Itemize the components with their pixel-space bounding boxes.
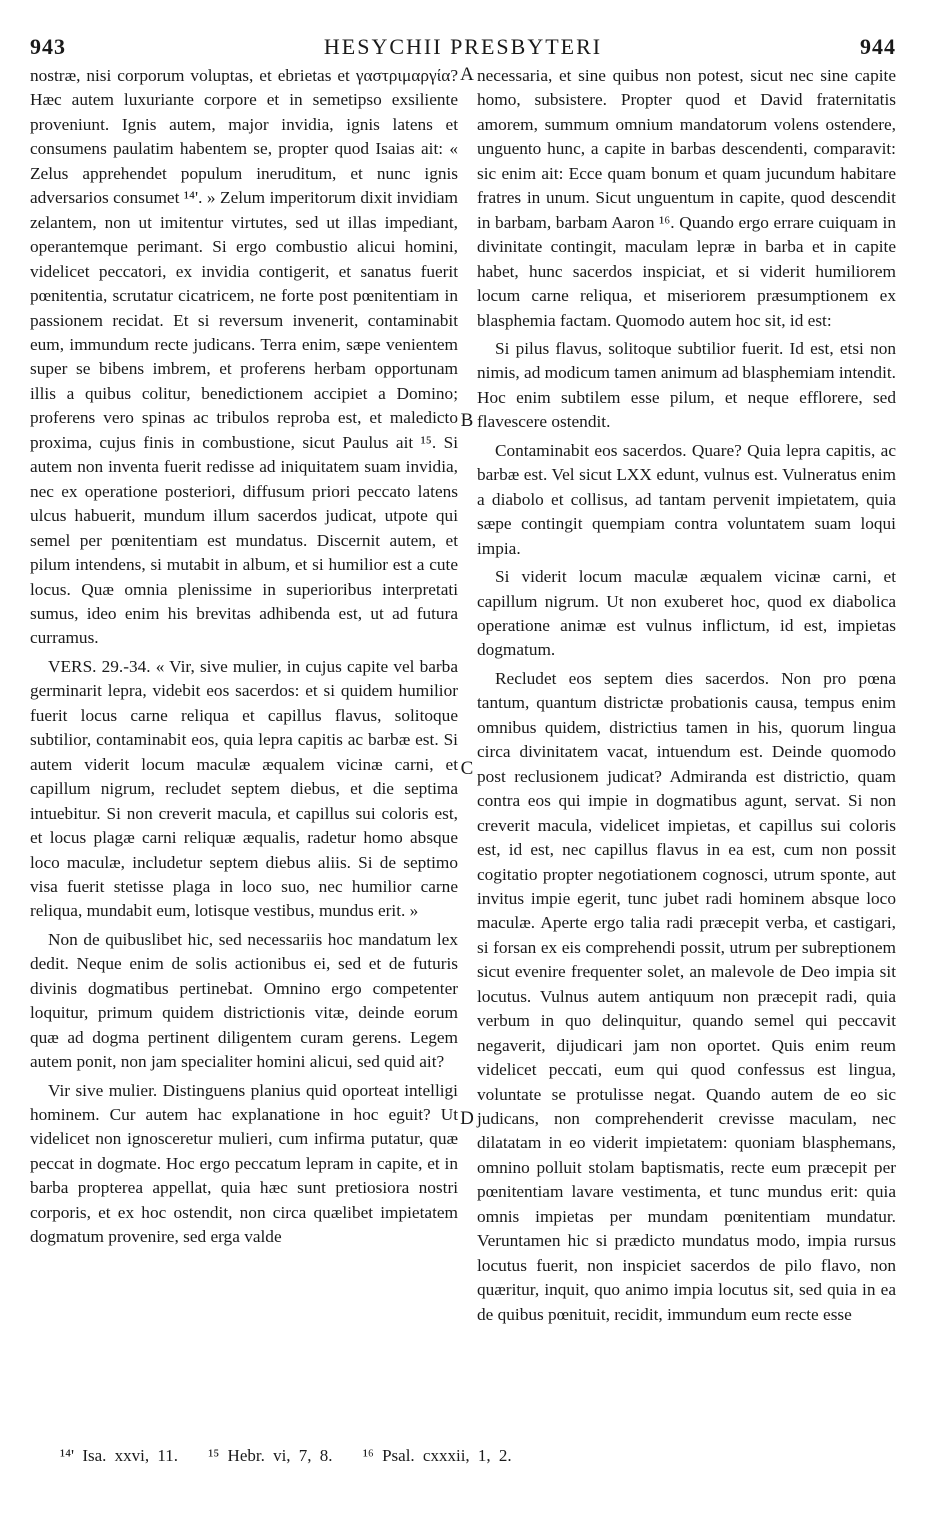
footnote: ¹⁶ Psal. cxxxii, 1, 2. [362, 1446, 512, 1465]
right-column [477, 64, 896, 1327]
paragraph: Recludet eos septem dies sacerdos. Non pro pœna tantum, quantum districtæ probationis causa, tempus enim omnibus quidem, districtius tamen in his, quorum lingua circa divinitatem vacat, intuendum est. Deinde quomodo post reclusionem judicat? Admiranda est districtio, quam contra eos qui impie in dogmatibus agunt, servat. Si non creverit macula, videlicet impietas, et capillus sui coloris est, id est, nec capillus flavus in ea est, cum non possit cogitatio propter negotiationem cognosci, utrum sponte, aut invitus impie egerit, tunc jubet radi hominem absque loco maculæ. Aperte ergo talia radi præcepit verba, et castigari, si forsan ex eis comprehendi possit, utrum per subreptionem sicut evenire frequenter solet, an malevole de Deo impia sit locutus. Vulnus autem antiquum non præcepit radi, quia verbum in quo delinquitur, quando semel qui peccavit negaverit, dijudicari jam non oportet. Quis enim reum videlicet peccati, eum qui quod confessus est lingua, voluntate se protulisse negat. Quando autem de eo sic judicans, non comprehenderit crevisse maculam, nec dilatatam in eo viderit impietatem: quoniam blasphemans, omnino polluit stolam baptismatis, recte eum præcepit per pœnitentiam lavare vestimenta, et tunc mundus erit: quia omnis impietas per mundam pœnitentiam mundatur. Veruntamen hic si prædicto mundatus modo, impia rursus locutus fuerit, non inspiciet sacerdos de pilo flavo, non quæritur, inquit, quo animo impia locutus sit, sed quia in ea de quibus pœnituit, recidit, immundum eum recte esse [477, 668, 896, 1324]
paragraph: Si viderit locum maculæ æqualem vicinæ carni, et capillum nigrum. Ut non exuberet hoc, quod ex diabolica operatione animæ est vulnus inflictum, id est, impietas dogmatum. [477, 567, 896, 660]
paragraph: VERS. 29.-34. « Vir, sive mulier, in cujus capite vel barba germinarit lepra, videbit eos sacerdos: et si quidem humilior fuerit locus carne reliqua et capillus flavus, solitoque subtilior, contaminabit eos, quia lepra capitis ac barbæ est. Si autem viderit locum maculæ æqualem vicinæ carni, et capillum nigrum, recludet septem diebus, et die septima intuebitur. Si non creverit macula, et capillus sui coloris est, et locus plagæ carni reliquæ æqualis, radetur homo absque loco maculæ, includetur septem diebus aliis. Si de septimo visa fuerit stetisse plaga in loco suo, nec humilior carne reliqua, mundabit eum, lotisque vestibus, mundus erit. » [30, 656, 458, 921]
page-header [30, 34, 896, 60]
left-column [30, 64, 458, 1250]
paragraph: Vir sive mulier. Distinguens planius quid oporteat intelligi hominem. Cur autem hac explanatione in hoc eguit? Ut videlicet non ignosceretur mulieri, cum infirma putatur, quæ peccat in dogmate. Hoc ergo peccatum lepram in capite, et in barba propterea appellat, quia hæc sunt pretiosiora nostri corporis, et ex hoc ostendit, non circa quælibet impietatem dogmatum provenire, sed erga valde [30, 1080, 458, 1247]
paragraph: necessaria, et sine quibus non potest, sicut nec sine capite homo, subsistere. Propter quod et David fraternitatis amorem, summum omnium mandatorum volens ostendere, unguento hunc, a capite in barbas descendenti, comparavit: sic enim ait: Ecce quam bonum et quam jucundum habitare fratres in unum. Sicut unguentum in capite, quod descendit in barbam, barbam Aaron ¹⁶. Quando ergo errare cuiquam in divinitate contingit, maculam lepræ in barba et in capite habet, hunc sacerdos inspiciat, et si viderit humiliorem locum carne reliqua, et miseriorem præsumptionem ex blasphemia factam. Quomodo autem hoc sit, id est: [477, 66, 896, 330]
margin-letter-d: D [460, 1108, 474, 1129]
paragraph: nostræ, nisi corporum voluptas, et ebrietas et γαστριμαργία? Hæc autem luxuriante corpore et in semetipso exsiliente proveniunt. Ignis autem, major invidia, ignis latens et consumens paulatim habentem se, propter quod Isaias ait: « Zelus apprehendet populum ineruditum, et nunc ignis adversarios consumet ¹⁴'. » Zelum imperitorum dixit invidiam zelantem, non ut imitentur virtutes, sed ut illas impediant, operantemque perimant. Si ergo combustio alicui homini, videlicet peccatori, ex invidia contigerit, et sanatus fuerit pœnitentia, scrutatur cicatricem, ne forte post pœnitentiam in passionem recidat. Et si reversum invenerit, contaminabit eum, immundum recte judicans. Terra enim, sæpe venientem super se bibens imbrem, et proferens herbam opportunam illis a quibus colitur, benedictionem accipiet a Domino; proferens vero spinas ac tribulos reproba est, et maledicto proxima, cujus finis in combustione, sicut Paulus ait ¹⁵. Si autem non inventa fuerit redisse ad iniquitatem suam invidia, nec ex operatione posteriori, diffusum priori peccato latens ulcus habuerit, mundum illum sacerdos judicat, utpote qui semel per pœnitentiam est mundatus. Discernit autem, et pilum intendens, si mutabit in album, et si humilior est a cute locus. Quæ omnia plenissime in superioribus interpretati sumus, ideo enim his brevitas adhibenda est, ut ad futura curramus. [30, 66, 458, 648]
footnotes [60, 1446, 534, 1466]
running-title: HESYCHII PRESBYTERI [323, 34, 603, 59]
paragraph: Contaminabit eos sacerdos. Quare? Quia lepra capitis, ac barbæ est. Vel sicut LXX edunt, vulnus est. Vulneratus enim a diabolo et collisus, ad tantam pervenit impietatem, quia sæpe contingit quempiam contra voluntatem suam loqui impia. [477, 440, 896, 558]
margin-letter-a: A [460, 64, 474, 85]
footnote: ¹⁴' Isa. xxvi, 11. [60, 1446, 179, 1465]
paragraph: Si pilus flavus, solitoque subtilior fuerit. Id est, etsi non nimis, ad modicum tamen animum ad blasphemiam intendit. Hoc enim subtilem esse pilum, et neque efflorere, sed flavescere ostendit. [477, 338, 896, 432]
margin-letter-b: B [460, 410, 474, 431]
footnote: ¹⁵ Hebr. vi, 7, 8. [208, 1446, 333, 1465]
margin-letter-c: C [460, 758, 474, 779]
page-number-left: 943 [30, 34, 66, 59]
page-number-right: 944 [860, 34, 896, 59]
paragraph: Non de quibuslibet hic, sed necessariis hoc mandatum lex dedit. Neque enim de solis actionibus ei, sed et de futuris divinis dogmatibus pertinebat. Omnino ergo competenter loquitur, primum quidem districtionis vitæ, deinde eorum quæ ad dogma pertinent diligentem curam gerens. Legem autem ponit, non jam specialiter homini alicui, sed quid ait? [30, 929, 458, 1072]
